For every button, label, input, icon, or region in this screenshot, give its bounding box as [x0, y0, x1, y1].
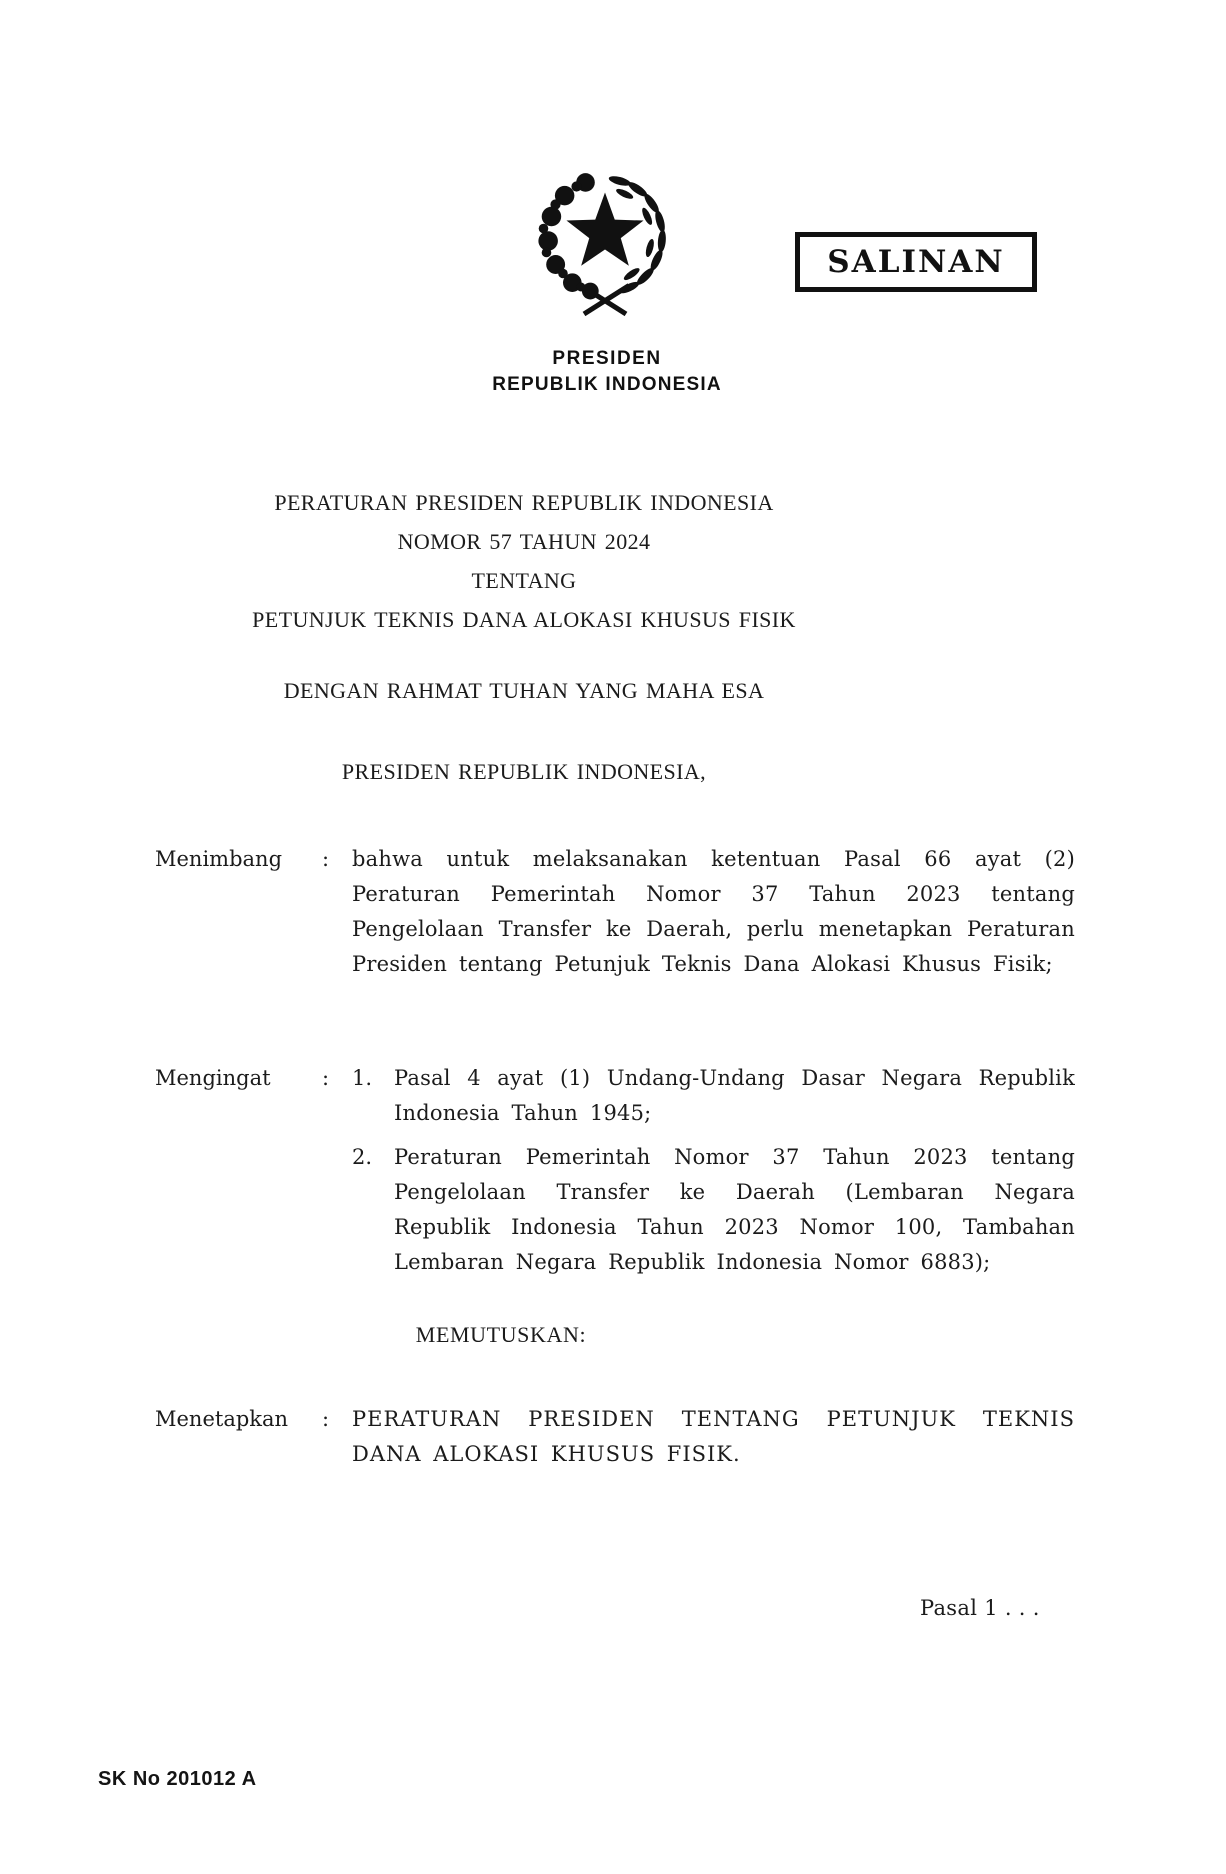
continuation-marker: Pasal 1 . . .	[920, 1596, 1040, 1620]
sk-number: SK No 201012 A	[98, 1768, 257, 1790]
invocation-line: DENGAN RAHMAT TUHAN YANG MAHA ESA	[283, 678, 765, 703]
enacting-colon: :	[322, 1407, 330, 1431]
letterhead-line2: REPUBLIK INDONESIA	[492, 374, 722, 395]
enacting-label: Menetapkan	[155, 1407, 289, 1431]
legal-basis-item-2-number: 2.	[352, 1145, 373, 1169]
title-line-2: NOMOR 57 TAHUN 2024	[397, 529, 651, 554]
legal-basis-item-2-text: Peraturan Pemerintah Nomor 37 Tahun 2023 tentang Pengelolaan Transfer ke Daerah (Lembaran Negara Republik Indonesia Tahun 2023 Nomor 100, Tambahan Lembaran Negara Republik Indonesia Nomor 6883);	[394, 1145, 1075, 1274]
legal-basis-item-1-text: Pasal 4 ayat (1) Undang-Undang Dasar Negara Republik Indonesia Tahun 1945;	[394, 1066, 1075, 1125]
considering-colon: :	[322, 847, 330, 871]
legal-basis-item-1-number: 1.	[352, 1066, 373, 1090]
legal-basis-item-2	[352, 1140, 1075, 1280]
decision-heading: MEMUTUSKAN:	[415, 1322, 587, 1347]
letterhead-line1: PRESIDEN	[552, 348, 662, 369]
salinan-stamp-label: SALINAN	[827, 244, 1005, 280]
presidential-star-wreath-emblem	[527, 158, 683, 326]
enacting-clause	[155, 1402, 1077, 1472]
letterhead	[447, 346, 767, 398]
considering-clause	[155, 842, 1077, 982]
recalling-list	[352, 1061, 1075, 1280]
title-line-1: PERATURAN PRESIDEN REPUBLIK INDONESIA	[274, 490, 774, 515]
title-line-4: PETUNJUK TEKNIS DANA ALOKASI KHUSUS FISIK	[252, 607, 796, 632]
considering-label: Menimbang	[155, 847, 283, 871]
regulation-title-block	[0, 483, 1048, 639]
enacting-authority-line: PRESIDEN REPUBLIK INDONESIA,	[341, 759, 707, 784]
salinan-stamp	[795, 232, 1037, 292]
recalling-clause	[155, 1061, 1077, 1280]
recalling-label: Mengingat	[155, 1066, 271, 1090]
title-line-3: TENTANG	[471, 568, 577, 593]
enacting-text: PERATURAN PRESIDEN TENTANG PETUNJUK TEKNIS DANA ALOKASI KHUSUS FISIK.	[352, 1407, 1075, 1466]
considering-text: bahwa untuk melaksanakan ketentuan Pasal 66 ayat (2) Peraturan Pemerintah Nomor 37 Tahun 2023 tentang Pengelolaan Transfer ke Daerah, perlu menetapkan Peraturan Presiden tentang Petunjuk Teknis Dana Alokasi Khusus Fisik;	[352, 847, 1075, 976]
recalling-colon: :	[322, 1066, 330, 1090]
legal-basis-item-1	[352, 1061, 1075, 1131]
